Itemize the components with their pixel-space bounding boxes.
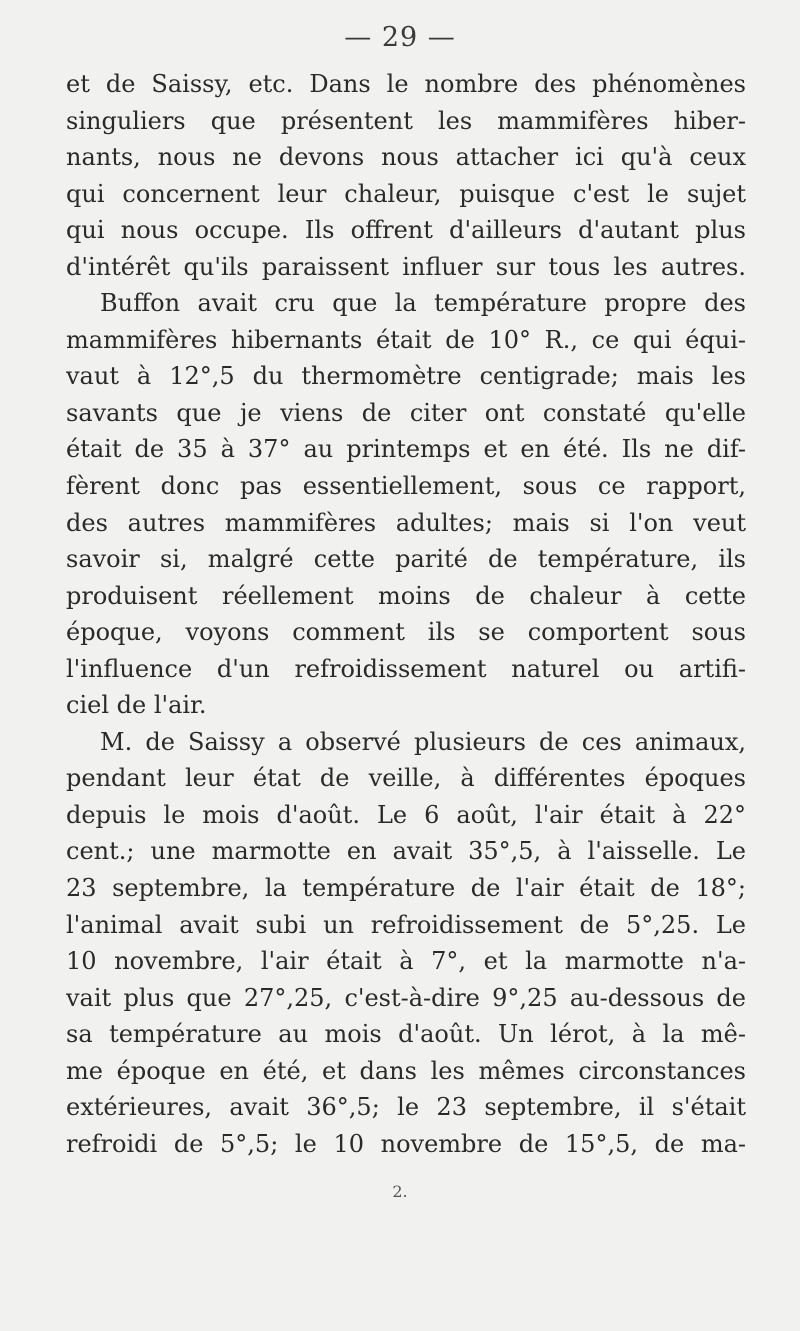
text-line: pendant leur état de veille, à différentes époques	[66, 764, 746, 793]
text-line: 10 novembre, l'air était à 7°, et la marmotte n'a-	[66, 947, 746, 976]
text-line: extérieures, avait 36°,5; le 23 septembre, il s'était	[66, 1093, 746, 1122]
paragraph-start-line: Buffon avait cru que la température propre des	[100, 289, 746, 318]
text-line: nants, nous ne devons nous attacher ici qu'à ceux	[66, 143, 746, 172]
text-line: époque, voyons comment ils se comportent sous	[66, 618, 746, 647]
text-line: savoir si, malgré cette parité de température, ils	[66, 545, 746, 574]
text-line: vait plus que 27°,25, c'est-à-dire 9°,25 au-dessous de	[66, 983, 746, 1012]
text-line: était de 35 à 37° au printemps et en été. Ils ne dif-	[66, 435, 746, 464]
text-line: refroidi de 5°,5; le 10 novembre de 15°,5, de ma-	[66, 1129, 746, 1158]
signature-mark: 2.	[392, 1182, 408, 1201]
text-line: singuliers que présentent les mammifères hiber-	[66, 106, 746, 135]
text-line: produisent réellement moins de chaleur à cette	[66, 581, 746, 610]
text-line: et de Saissy, etc. Dans le nombre des phénomènes	[66, 70, 746, 98]
text-line: sa température au mois d'août. Un lérot, à la mê-	[66, 1020, 746, 1049]
text-line: vaut à 12°,5 du thermomètre centigrade; mais les	[66, 362, 746, 391]
text-line: me époque en été, et dans les mêmes circonstances	[66, 1056, 746, 1085]
body-text	[66, 66, 746, 1162]
text-line: l'influence d'un refroidissement naturel ou artifi-	[66, 654, 746, 683]
text-line: fèrent donc pas essentiellement, sous ce rapport,	[66, 472, 746, 501]
text-line: l'animal avait subi un refroidissement de 5°,25. Le	[66, 910, 746, 939]
paragraph-start-line: M. de Saissy a observé plusieurs de ces animaux,	[100, 727, 746, 756]
text-line: cent.; une marmotte en avait 35°,5, à l'aisselle. Le	[66, 837, 746, 866]
text-line: mammifères hibernants était de 10° R., ce qui équi-	[66, 325, 746, 354]
text-line: savants que je viens de citer ont constaté qu'elle	[66, 398, 746, 427]
text-line: d'intérêt qu'ils paraissent influer sur tous les autres.	[66, 252, 746, 281]
text-line: des autres mammifères adultes; mais si l'on veut	[66, 508, 746, 537]
text-line: qui nous occupe. Ils offrent d'ailleurs d'autant plus	[66, 216, 746, 245]
text-line: depuis le mois d'août. Le 6 août, l'air était à 22°	[66, 800, 746, 829]
text-line: qui concernent leur chaleur, puisque c'est le sujet	[66, 179, 746, 208]
paragraph-end-line: ciel de l'air.	[66, 691, 207, 720]
text-line: 23 septembre, la température de l'air était de 18°;	[66, 874, 746, 903]
page-number: — 29 —	[344, 22, 456, 53]
